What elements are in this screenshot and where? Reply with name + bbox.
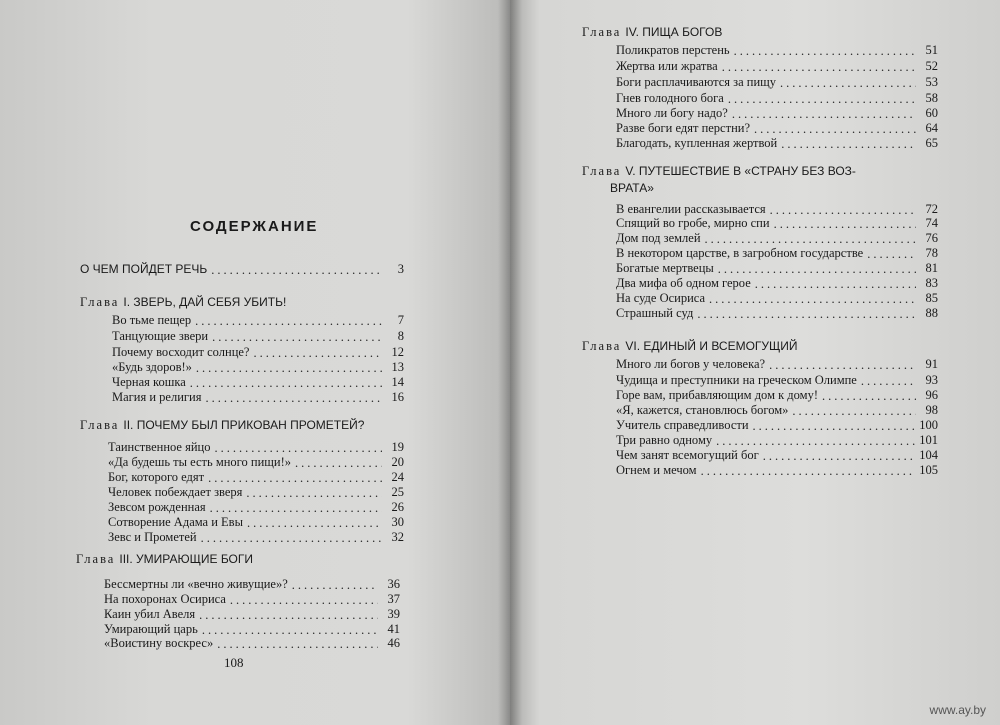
toc-entry bbox=[616, 463, 938, 478]
toc-entry bbox=[616, 59, 938, 74]
entry-title: Почему восходит солнце? bbox=[112, 345, 250, 359]
entry-page: 26 bbox=[391, 500, 404, 514]
dot-leader bbox=[754, 122, 916, 134]
toc-entry bbox=[616, 91, 938, 106]
toc-entry bbox=[616, 291, 938, 306]
dot-leader bbox=[196, 361, 382, 373]
watermark: www.ay.by bbox=[929, 703, 986, 717]
entry-page: 78 bbox=[925, 246, 938, 260]
chapter-label: Глава bbox=[582, 339, 622, 353]
dot-leader bbox=[253, 346, 382, 358]
entry-page: 52 bbox=[925, 59, 938, 73]
toc-intro-page: 3 bbox=[397, 262, 404, 276]
contents-title: СОДЕРЖАНИЕ bbox=[190, 218, 319, 235]
entry-title: На похоронах Осириса bbox=[104, 592, 226, 606]
toc-entry bbox=[616, 246, 938, 261]
entry-page: 72 bbox=[925, 202, 938, 216]
entry-title: Гнев голодного бога bbox=[616, 91, 724, 105]
entry-page: 53 bbox=[925, 75, 938, 89]
dot-leader bbox=[780, 76, 916, 88]
dot-leader bbox=[217, 637, 378, 649]
dot-leader bbox=[732, 107, 916, 119]
entry-title: «Да будешь ты есть много пищи!» bbox=[108, 455, 291, 469]
toc-entry bbox=[104, 622, 400, 637]
entry-title: Богатые мертвецы bbox=[616, 261, 714, 275]
entry-title: Горе вам, прибавляющим дом к дому! bbox=[616, 388, 818, 402]
toc-entry bbox=[616, 106, 938, 121]
dot-leader bbox=[822, 389, 916, 401]
entry-title: Спящий во гробе, мирно спи bbox=[616, 216, 770, 230]
dot-leader bbox=[792, 404, 916, 416]
page-number: 108 bbox=[224, 655, 244, 670]
toc-entry bbox=[112, 313, 404, 328]
entry-page: 7 bbox=[397, 313, 404, 327]
dot-leader bbox=[195, 314, 382, 326]
entry-title: Дом под землей bbox=[616, 231, 701, 245]
toc-entry bbox=[108, 530, 404, 545]
toc-entry bbox=[108, 455, 404, 470]
entry-title: Жертва или жратва bbox=[616, 59, 718, 73]
toc-entry bbox=[616, 403, 938, 418]
entry-page: 12 bbox=[391, 345, 404, 359]
entry-page: 65 bbox=[925, 136, 938, 150]
dot-leader bbox=[292, 578, 378, 590]
toc-entry bbox=[616, 306, 938, 321]
dot-leader bbox=[770, 203, 916, 215]
entry-page: 24 bbox=[391, 470, 404, 484]
toc-entry bbox=[616, 433, 938, 448]
entry-title: Много ли богов у человека? bbox=[616, 357, 766, 371]
toc-entry bbox=[108, 470, 404, 485]
dot-leader bbox=[201, 531, 382, 543]
chapter-name: V. ПУТЕШЕСТВИЕ В «СТРАНУ БЕЗ ВОЗ- bbox=[625, 164, 856, 178]
dot-leader bbox=[247, 516, 382, 528]
toc-entry bbox=[616, 448, 938, 463]
toc-entry bbox=[616, 136, 938, 151]
entry-page: 93 bbox=[925, 373, 938, 387]
entry-title: Поликратов перстень bbox=[616, 43, 730, 57]
entry-title: В евангелии рассказывается bbox=[616, 202, 766, 216]
entry-title: Каин убил Авеля bbox=[104, 607, 196, 621]
entry-title: Бог, которого едят bbox=[108, 470, 205, 484]
toc-entry bbox=[104, 607, 400, 622]
entry-page: 30 bbox=[391, 515, 404, 529]
chapter-label: Глава bbox=[76, 552, 116, 566]
entry-page: 25 bbox=[391, 485, 404, 499]
entry-page: 81 bbox=[925, 261, 938, 275]
toc-entry bbox=[112, 390, 404, 405]
entry-page: 74 bbox=[925, 216, 938, 230]
dot-leader bbox=[701, 464, 916, 476]
toc-entry bbox=[112, 360, 404, 375]
entry-title: Человек побеждает зверя bbox=[108, 485, 243, 499]
chapter-label: Глава bbox=[80, 418, 120, 432]
chapter-name-continued: ВРАТА» bbox=[610, 181, 654, 195]
toc-entry bbox=[616, 43, 938, 58]
dot-leader bbox=[734, 44, 916, 56]
entry-title: Сотворение Адама и Евы bbox=[108, 515, 243, 529]
entry-title: Страшный суд bbox=[616, 306, 694, 320]
toc-entry bbox=[616, 202, 938, 217]
dot-leader bbox=[763, 449, 916, 461]
entry-page: 105 bbox=[919, 463, 938, 477]
dot-leader bbox=[697, 307, 916, 319]
chapter-label: Глава bbox=[582, 164, 622, 178]
dot-leader bbox=[753, 419, 916, 431]
entry-page: 8 bbox=[397, 329, 404, 343]
entry-title: Много ли богу надо? bbox=[616, 106, 728, 120]
entry-title: Бессмертны ли «вечно живущие»? bbox=[104, 577, 288, 591]
entry-page: 20 bbox=[391, 455, 404, 469]
toc-entry bbox=[616, 357, 938, 372]
entry-page: 98 bbox=[925, 403, 938, 417]
chapter-heading bbox=[582, 164, 856, 179]
toc-entry bbox=[616, 418, 938, 433]
entry-title: Учитель справедливости bbox=[616, 418, 749, 432]
entry-title: «Будь здоров!» bbox=[112, 360, 192, 374]
chapter-name: II. ПОЧЕМУ БЫЛ ПРИКОВАН ПРОМЕТЕЙ? bbox=[123, 418, 365, 432]
entry-page: 36 bbox=[387, 577, 400, 591]
entry-title: Чудища и преступники на греческом Олимпе bbox=[616, 373, 857, 387]
entry-title: Благодать, купленная жертвой bbox=[616, 136, 778, 150]
toc-entry bbox=[104, 592, 400, 607]
toc-entry bbox=[616, 261, 938, 276]
dot-leader bbox=[769, 358, 916, 370]
chapter-label: Глава bbox=[582, 25, 622, 39]
entry-page: 14 bbox=[391, 375, 404, 389]
dot-leader bbox=[230, 593, 378, 605]
toc-entry bbox=[616, 121, 938, 136]
entry-page: 104 bbox=[919, 448, 938, 462]
entry-title: Черная кошка bbox=[112, 375, 186, 389]
entry-title: Умирающий царь bbox=[104, 622, 198, 636]
toc-entry bbox=[616, 231, 938, 246]
entry-page: 19 bbox=[391, 440, 404, 454]
entry-page: 58 bbox=[925, 91, 938, 105]
toc-entry bbox=[108, 485, 404, 500]
toc-entry bbox=[112, 345, 404, 360]
entry-title: Боги расплачиваются за пищу bbox=[616, 75, 777, 89]
dot-leader bbox=[755, 277, 916, 289]
entry-page: 100 bbox=[919, 418, 938, 432]
book-gutter bbox=[498, 0, 522, 725]
dot-leader bbox=[709, 292, 916, 304]
chapter-heading bbox=[76, 552, 253, 567]
entry-page: 32 bbox=[391, 530, 404, 544]
chapter-heading bbox=[582, 339, 798, 354]
entry-page: 88 bbox=[925, 306, 938, 320]
toc-entry bbox=[112, 375, 404, 390]
toc-intro-title: О ЧЕМ ПОЙДЕТ РЕЧЬ bbox=[80, 262, 208, 276]
entry-title: Зевс и Прометей bbox=[108, 530, 197, 544]
toc-entry bbox=[616, 75, 938, 90]
dot-leader bbox=[295, 456, 382, 468]
entry-page: 64 bbox=[925, 121, 938, 135]
toc-entry bbox=[104, 636, 400, 651]
entry-title: На суде Осириса bbox=[616, 291, 706, 305]
toc-entry bbox=[108, 515, 404, 530]
toc-entry bbox=[112, 329, 404, 344]
entry-page: 91 bbox=[925, 357, 938, 371]
dot-leader bbox=[722, 60, 916, 72]
entry-page: 83 bbox=[925, 276, 938, 290]
toc-entry bbox=[108, 440, 404, 455]
chapter-heading-continued bbox=[610, 181, 654, 196]
chapter-heading bbox=[80, 418, 364, 433]
entry-page: 51 bbox=[925, 43, 938, 57]
dot-leader bbox=[728, 92, 916, 104]
entry-page: 96 bbox=[925, 388, 938, 402]
entry-title: Разве боги едят перстни? bbox=[616, 121, 750, 135]
chapter-label: Глава bbox=[80, 295, 120, 309]
entry-title: Два мифа об одном герое bbox=[616, 276, 751, 290]
dot-leader bbox=[861, 374, 916, 386]
entry-page: 101 bbox=[919, 433, 938, 447]
chapter-name: IV. ПИЩА БОГОВ bbox=[625, 25, 723, 39]
dot-leader bbox=[208, 471, 382, 483]
dot-leader bbox=[212, 330, 382, 342]
entry-title: Зевсом рожденная bbox=[108, 500, 206, 514]
entry-title: Во тьме пещер bbox=[112, 313, 192, 327]
entry-page: 46 bbox=[387, 636, 400, 650]
chapter-name: I. ЗВЕРЬ, ДАЙ СЕБЯ УБИТЬ! bbox=[123, 295, 287, 309]
dot-leader bbox=[716, 434, 915, 446]
dot-leader bbox=[199, 608, 378, 620]
dot-leader bbox=[774, 217, 916, 229]
dot-leader bbox=[202, 623, 378, 635]
toc-entry bbox=[616, 373, 938, 388]
right-page bbox=[510, 0, 1000, 725]
entry-page: 13 bbox=[391, 360, 404, 374]
entry-page: 60 bbox=[925, 106, 938, 120]
dot-leader bbox=[190, 376, 382, 388]
entry-page: 16 bbox=[391, 390, 404, 404]
toc-entry bbox=[616, 276, 938, 291]
entry-title: Магия и религия bbox=[112, 390, 202, 404]
chapter-heading bbox=[582, 25, 722, 40]
toc-entry bbox=[104, 577, 400, 592]
toc-entry bbox=[616, 388, 938, 403]
dot-leader bbox=[718, 262, 916, 274]
entry-title: «Воистину воскрес» bbox=[104, 636, 214, 650]
entry-title: В некотором царстве, в загробном государстве bbox=[616, 246, 864, 260]
entry-page: 37 bbox=[387, 592, 400, 606]
dot-leader bbox=[210, 501, 382, 513]
toc-entry bbox=[108, 500, 404, 515]
dot-leader bbox=[781, 137, 916, 149]
entry-title: Огнем и мечом bbox=[616, 463, 697, 477]
entry-title: Танцующие звери bbox=[112, 329, 209, 343]
entry-page: 41 bbox=[387, 622, 400, 636]
toc-entry bbox=[616, 216, 938, 231]
dot-leader bbox=[211, 263, 382, 275]
chapter-heading bbox=[80, 295, 286, 310]
dot-leader bbox=[214, 441, 382, 453]
chapter-name: III. УМИРАЮЩИЕ БОГИ bbox=[119, 552, 254, 566]
dot-leader bbox=[705, 232, 916, 244]
entry-title: «Я, кажется, становлюсь богом» bbox=[616, 403, 789, 417]
entry-title: Три равно одному bbox=[616, 433, 713, 447]
entry-title: Чем занят всемогущий бог bbox=[616, 448, 759, 462]
toc-intro-row bbox=[80, 262, 404, 277]
entry-title: Таинственное яйцо bbox=[108, 440, 211, 454]
chapter-name: VI. ЕДИНЫЙ И ВСЕМОГУЩИЙ bbox=[625, 339, 798, 353]
entry-page: 85 bbox=[925, 291, 938, 305]
dot-leader bbox=[867, 247, 916, 259]
dot-leader bbox=[205, 391, 382, 403]
dot-leader bbox=[246, 486, 382, 498]
entry-page: 76 bbox=[925, 231, 938, 245]
entry-page: 39 bbox=[387, 607, 400, 621]
